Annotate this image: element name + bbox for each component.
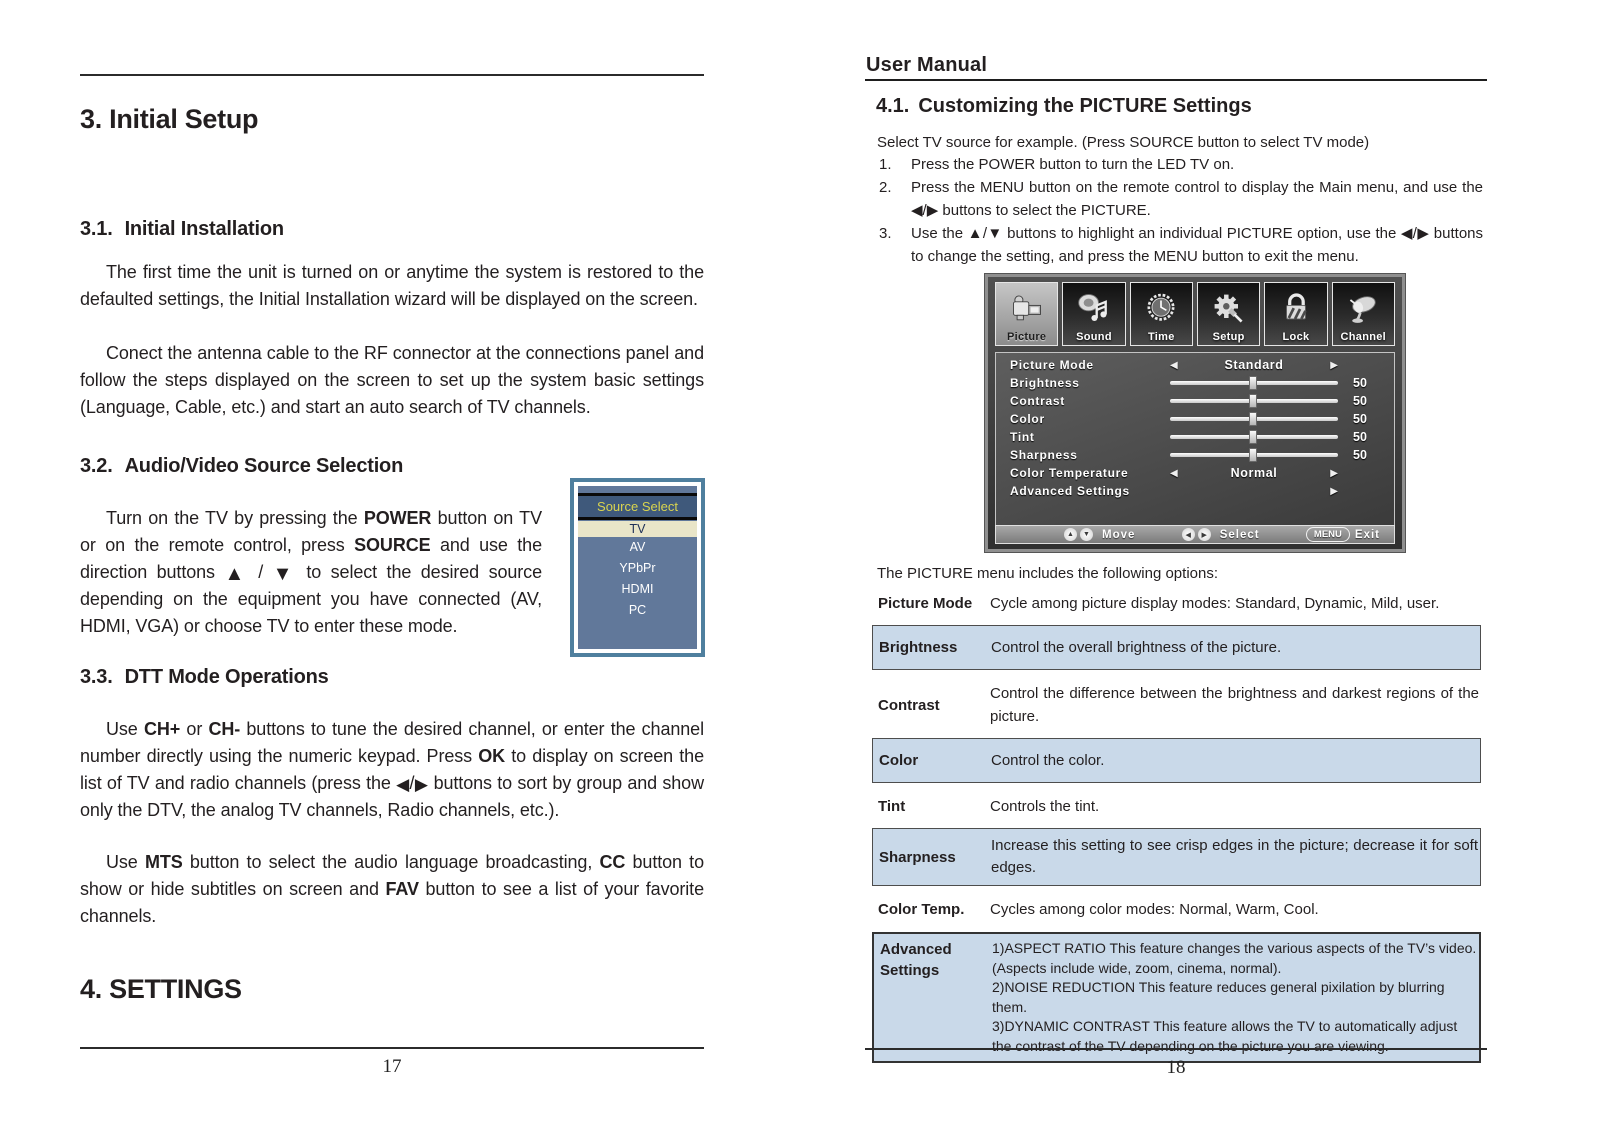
section-4-1-number: 4.1.	[876, 95, 910, 117]
table-row-contrast: Contrast Control the difference between the brightness and darkest regions of the picture.	[878, 685, 1479, 725]
osd-row-picture-mode: Picture Mode ◀ Standard ▶	[1010, 358, 1338, 372]
osd-tab-lock-label: Lock	[1282, 331, 1310, 343]
osd-row-sharpness: Sharpness 50	[996, 446, 1394, 464]
left-page-footer-rule	[80, 1047, 704, 1049]
source-item-hdmi: HDMI	[621, 582, 654, 596]
table-row-color: Color Control the color.	[872, 738, 1481, 783]
padlock-icon	[1278, 283, 1314, 331]
osd-tab-channel-label: Channel	[1340, 331, 1387, 343]
picture-settings-steps	[879, 153, 1483, 268]
speaker-icon	[1076, 283, 1112, 331]
right-page-header: User Manual	[866, 54, 988, 76]
source-item-ypbpr: YPbPr	[619, 561, 656, 575]
sharpness-slider	[1170, 453, 1338, 457]
section-3-2-title: Audio/Video Source Selection	[124, 455, 404, 477]
osd-footer-bar	[995, 525, 1395, 544]
clock-icon	[1143, 283, 1179, 331]
down-arrow-icon: ▼	[272, 563, 297, 585]
section-3-heading: 3. Initial Setup	[80, 104, 259, 134]
section-3-2-number: 3.2.	[80, 455, 113, 477]
osd-menu-panel	[995, 352, 1395, 533]
right-page-header-rule	[865, 79, 1487, 81]
left-arrow-icon: ◀	[396, 775, 410, 794]
source-select-title: Source Select	[578, 493, 697, 520]
osd-tab-channel	[1332, 282, 1395, 346]
step-2	[879, 176, 1483, 222]
up-arrow-circle-icon: ▲	[1064, 528, 1077, 541]
osd-row-color: Color 50	[996, 410, 1394, 428]
osd-footer-select: ◀ ▶ Select	[1182, 528, 1260, 541]
satellite-dish-icon	[1345, 283, 1381, 331]
section-3-1-heading	[80, 218, 284, 241]
sharpness-value: 50	[1353, 448, 1367, 462]
slider-knob	[1249, 448, 1257, 462]
osd-tab-sound	[1062, 282, 1125, 346]
section-3-3-heading	[80, 666, 329, 689]
brightness-slider	[1170, 381, 1338, 385]
section-4-1-title: Customizing the PICTURE Settings	[918, 95, 1252, 117]
source-select-panel	[578, 486, 697, 649]
section-4-1-heading	[876, 95, 1252, 118]
osd-tab-picture	[995, 282, 1058, 346]
down-arrow-circle-icon: ▼	[1080, 528, 1093, 541]
osd-tab-sound-label: Sound	[1076, 331, 1112, 343]
source-item-tv-selected: TV	[578, 521, 697, 537]
right-page-number: 18	[1166, 1057, 1186, 1078]
paragraph-initial-installation-1: The first time the unit is turned on or anytime the system is restored to the defaulted settings, the Initial Installation wizard will be displayed on the screen.	[80, 262, 704, 309]
table-row-brightness: Brightness Control the overall brightness of the picture.	[872, 625, 1481, 670]
up-arrow-icon: ▲	[224, 563, 249, 585]
picture-settings-intro: Select TV source for example. (Press SOURCE button to select TV mode)	[877, 134, 1370, 151]
choice-left-arrow-icon: ◀	[1170, 467, 1178, 479]
osd-row-advanced-settings: Advanced Settings ▶	[1010, 484, 1338, 498]
source-item-pc: PC	[628, 603, 647, 617]
camcorder-icon	[1009, 283, 1045, 331]
right-arrow-icon: ▶	[414, 775, 429, 794]
source-item-av: AV	[629, 540, 646, 554]
picture-options-table	[872, 589, 1481, 1063]
color-slider	[1170, 417, 1338, 421]
step-2-number: 2.	[879, 179, 892, 196]
slider-knob	[1249, 376, 1257, 390]
gear-screwdriver-icon	[1211, 283, 1247, 331]
osd-row-tint: Tint 50	[996, 428, 1394, 446]
step-1-text: Press the POWER button to turn the LED TV on.	[911, 156, 1235, 173]
left-page-number: 17	[382, 1056, 402, 1077]
advanced-settings-description: 1)ASPECT RATIO This feature changes the various aspects of the TV’s video. (Aspects include wide, zoom, cinema, normal). 2)NOISE REDUCTION This feature reduces general pixilation by blurring them. 3)DYNAMIC CONTRAST This feature allows the TV to automatically adjust the contrast of the TV depending on the picture you are viewing.	[992, 940, 1477, 1054]
osd-tab-lock	[1264, 282, 1327, 346]
paragraph-dtt-2: Use MTS button to select the audio language broadcasting, CC button to show or hide subtitles on screen and FAV button to see a list of your favorite channels.	[80, 852, 704, 926]
section-4-heading: 4. SETTINGS	[80, 974, 242, 1004]
osd-row-color-temperature: Color Temperature ◀ Normal ▶	[1010, 466, 1338, 480]
left-page-top-rule	[80, 74, 704, 76]
source-select-osd-illustration	[570, 478, 705, 657]
osd-tab-setup	[1197, 282, 1260, 346]
table-row-color-temp: Color Temp. Cycles among color modes: Normal, Warm, Cool.	[878, 901, 1319, 918]
choice-right-arrow-icon: ▶	[1330, 359, 1338, 371]
tint-value: 50	[1353, 430, 1367, 444]
paragraph-source-selection: Turn on the TV by pressing the POWER button on TV or on the remote control, press SOURCE and use the direction buttons ▲ / ▼ to select the desired source depending on the equipment you have connected (AV, HDMI, VGA) or choose TV to enter these mode.	[80, 508, 542, 636]
left-arrow-circle-icon: ◀	[1182, 528, 1195, 541]
picture-mode-value: Standard	[1224, 358, 1284, 372]
step-3-number: 3.	[879, 225, 892, 242]
osd-tab-bar	[995, 282, 1395, 346]
step-1	[879, 153, 1483, 176]
picture-menu-osd-screenshot	[985, 274, 1405, 552]
table-row-advanced-settings: Advanced Settings 1)ASPECT RATIO This feature changes the various aspects of the TV’s video. (Aspects include wide, zoom, cinema, normal). 2)NOISE REDUCTION This feature reduces general pixilation by blurring them. 3)DYNAMIC CONTRAST This feature allows the TV to automatically adjust the contrast of the TV depending on the picture you are viewing.	[872, 932, 1481, 1063]
section-3-3-number: 3.3.	[80, 666, 113, 688]
paragraph-dtt-1: Use CH+ or CH- buttons to tune the desired channel, or enter the channel number directly using the numeric keypad. Press OK to display on screen the list of TV and radio channels (press the ◀/▶ buttons to sort by group and show only the DTV, the analog TV channels, Radio channels, etc.).	[80, 719, 704, 820]
osd-footer-move: ▲ ▼ Move	[1064, 528, 1135, 541]
menu-button-icon: MENU	[1306, 527, 1350, 542]
osd-footer-exit: MENU Exit	[1306, 527, 1380, 542]
color-value: 50	[1353, 412, 1367, 426]
contrast-slider	[1170, 399, 1338, 403]
slider-knob	[1249, 412, 1257, 426]
step-2-text: Press the MENU button on the remote control to display the Main menu, and use the ◀/▶ buttons to select the PICTURE.	[911, 179, 1483, 219]
step-3	[879, 222, 1483, 268]
step-1-number: 1.	[879, 156, 892, 173]
osd-row-contrast: Contrast 50	[996, 392, 1394, 410]
table-row-tint: Tint Controls the tint.	[878, 798, 1100, 815]
table-row-sharpness: Sharpness Increase this setting to see crisp edges in the picture; decrease it for soft edges.	[872, 828, 1481, 886]
tint-slider	[1170, 435, 1338, 439]
paragraph-initial-installation-2: Conect the antenna cable to the RF connector at the connections panel and follow the steps displayed on the screen to set up the system basic settings (Language, Cable, etc.) and start an auto search of TV channels.	[80, 343, 704, 417]
picture-menu-table-intro: The PICTURE menu includes the following options:	[877, 565, 1219, 582]
osd-tab-time	[1130, 282, 1193, 346]
section-3-1-number: 3.1.	[80, 218, 113, 240]
right-page-footer-rule	[865, 1048, 1487, 1050]
section-3-3-title: DTT Mode Operations	[124, 666, 329, 688]
slider-knob	[1249, 430, 1257, 444]
section-3-2-heading	[80, 455, 403, 478]
color-temperature-value: Normal	[1230, 466, 1278, 480]
brightness-value: 50	[1353, 376, 1367, 390]
osd-tab-setup-label: Setup	[1212, 331, 1245, 343]
section-3-1-title: Initial Installation	[124, 218, 284, 240]
submenu-right-arrow-icon: ▶	[1330, 485, 1338, 497]
slider-knob	[1249, 394, 1257, 408]
table-row-picture-mode: Picture Mode Cycle among picture display modes: Standard, Dynamic, Mild, user.	[878, 595, 1440, 612]
osd-tab-time-label: Time	[1147, 331, 1175, 343]
osd-tab-picture-label: Picture	[1006, 331, 1047, 343]
step-3-text: Use the ▲/▼ buttons to highlight an individual PICTURE option, use the ◀/▶ buttons to change the setting, and press the MENU button to exit the menu.	[911, 225, 1483, 265]
contrast-value: 50	[1353, 394, 1367, 408]
osd-row-brightness: Brightness 50	[996, 374, 1394, 392]
choice-left-arrow-icon: ◀	[1170, 359, 1178, 371]
choice-right-arrow-icon: ▶	[1330, 467, 1338, 479]
right-arrow-circle-icon: ▶	[1198, 528, 1211, 541]
